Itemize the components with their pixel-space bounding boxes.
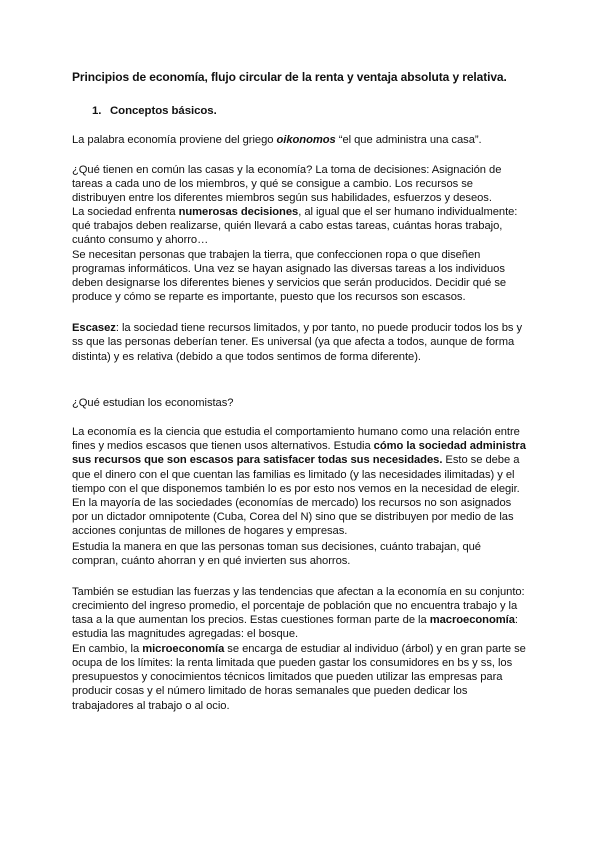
section-heading-text: Conceptos básicos. (110, 105, 217, 117)
paragraph-line: Estudia la manera en que las personas toman sus decisiones, cuánto trabajan, qué (72, 541, 481, 553)
text-span: , al igual que el ser humano individualmente: (298, 206, 518, 218)
paragraph-line: La economía es la ciencia que estudia el comportamiento humano como una relación entre (72, 426, 520, 438)
bold-term: sus recursos que son escasos para satisfacer todas sus necesidades. (72, 454, 443, 466)
text-span: La sociedad enfrenta (72, 206, 179, 218)
paragraph-line: trabajadores al trabajo o al ocio. (72, 700, 230, 712)
paragraph-line (72, 642, 526, 656)
paragraph-line: estudia las magnitudes agregadas: el bosque. (72, 628, 299, 640)
paragraph-line: En la mayoría de las sociedades (economías de mercado) los recursos no son asignados (72, 497, 512, 509)
bold-term: numerosas decisiones (178, 206, 299, 218)
paragraph-line: produce y cómo se reparte es importante, puesto que los recursos son escasos. (72, 291, 466, 303)
paragraph-line: tiempo con el que disponemos también lo es por esto nos vemos en la necesidad de elegir. (72, 483, 520, 495)
intro-text: La palabra economía proviene del griego (72, 134, 277, 146)
paragraph-line: crecimiento del ingreso promedio, el porcentaje de población que no encuentra trabajo y la (72, 600, 518, 612)
intro-paragraph (72, 133, 482, 147)
paragraph-line: ss que las personas deberían tener. Es universal (ya que afecta a todos, aunque de forma (72, 336, 515, 348)
paragraph-line: acciones conjuntas de millones de hogares y empresas. (72, 525, 348, 537)
bold-term: microeconomía (142, 643, 225, 655)
section-number: 1. (92, 105, 102, 117)
paragraph-line: deben designarse los diferentes bienes y servicios que serán producidos. Decidir qué se (72, 277, 507, 289)
bold-term: cómo la sociedad administra (373, 440, 526, 452)
paragraph-line (72, 205, 517, 219)
text-span: : (514, 614, 518, 626)
paragraph-line: ¿Qué tienen en común las casas y la economía? La toma de decisiones: Asignación de (72, 164, 502, 176)
paragraph-line: También se estudian las fuerzas y las tendencias que afectan a la economía en su conjunto: (72, 586, 525, 598)
text-span: En cambio, la (72, 643, 143, 655)
paragraph-line (72, 613, 518, 627)
paragraph-line: programas informáticos. Una vez se hayan asignado las diversas tareas a los individuos (72, 263, 505, 275)
question-heading: ¿Qué estudian los economistas? (72, 397, 234, 409)
paragraph-line: distinta) y es relativa (debido a que todos sentimos de forma diferente). (72, 351, 421, 363)
text-span: fines y medios escasos que tienen usos alternativos. Estudia (72, 440, 374, 452)
paragraph-line: distribuyen entre los diferentes miembros según sus habilidades, esfuerzos y deseos. (72, 192, 492, 204)
paragraph-line: cuánto consumo y ahorro… (72, 234, 209, 246)
paragraph-line: presupuestos y conocimientos técnicos limitados que pueden utilizar las empresas para (72, 671, 503, 683)
paragraph-line (72, 439, 526, 453)
paragraph-line: qué trabajos deben realizarse, quién llevará a cabo estas tareas, cuántas horas trabajo, (72, 220, 503, 232)
text-span: tasa a la que aumentan los precios. Estas cuestiones forman parte de la (72, 614, 430, 626)
intro-term: oikonomos (276, 134, 336, 146)
text-span: se encarga de estudiar al individuo (árbol) y en gran parte se (224, 643, 526, 655)
paragraph-line: producir cosas y el número limitado de horas semanales que pueden dedicar los (72, 685, 468, 697)
intro-text-end: “el que administra una casa”. (335, 134, 482, 146)
section-heading (92, 104, 217, 118)
paragraph-line: tareas a cada uno de los miembros, y qué se consigue a cambio. Los recursos se (72, 178, 473, 190)
document-title: Principios de economía, flujo circular de la renta y ventaja absoluta y relativa. (72, 70, 507, 84)
paragraph-line: compran, cuánto ahorran y en qué invierten sus ahorros. (72, 555, 351, 567)
bold-term: Escasez (72, 322, 116, 334)
paragraph-line: por un dictador omnipotente (Cuba, Corea del N) sino que se distribuyen por medio de las (72, 511, 514, 523)
bold-term: macroeconomía (429, 614, 515, 626)
paragraph-line (72, 453, 519, 467)
paragraph-line (72, 321, 522, 335)
paragraph-line: que el dinero con el que cuentan las familias es limitado (y las necesidades ilimitadas) y el (72, 469, 515, 481)
text-span: : la sociedad tiene recursos limitados, y por tanto, no puede producir todos los bs y (115, 322, 523, 334)
text-span: Esto se debe a (442, 454, 520, 466)
paragraph-line: ocupa de los límites: la renta limitada que pueden gastar los consumidores en bs y ss, los (72, 657, 513, 669)
paragraph-line: Se necesitan personas que trabajen la tierra, que confeccionen ropa o que diseñen (72, 249, 481, 261)
